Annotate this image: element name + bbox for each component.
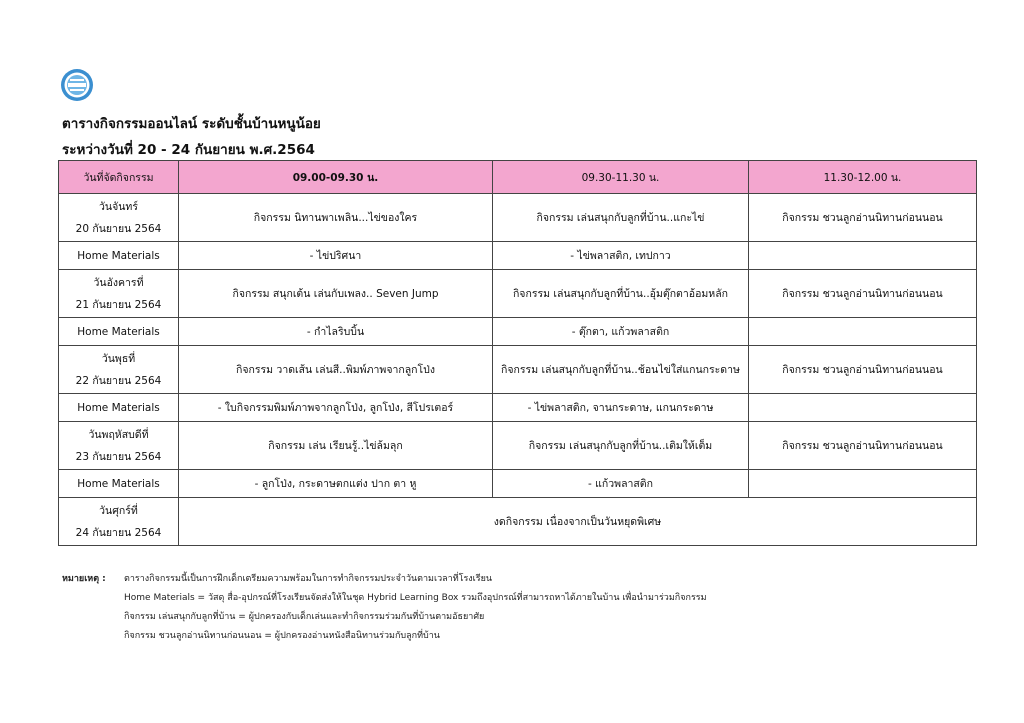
day-name: วันอังคารที่: [93, 276, 144, 289]
materials-cell: - ไข่พลาสติก, เทปกาว: [493, 242, 749, 270]
materials-row: [59, 470, 977, 498]
materials-cell: [749, 470, 977, 498]
table-header-row: [59, 161, 977, 194]
table-row: [59, 270, 977, 318]
note-text: ตารางกิจกรรมนี้เป็นการฝึกเด็กเตรียมความพร้อมในการทำกิจกรรมประจำวันตามเวลาที่โรงเรียน: [124, 573, 493, 584]
note-text: กิจกรรม ชวนลูกอ่านนิทานก่อนนอน = ผู้ปกครองอ่านหนังสือนิทานร่วมกับลูกที่บ้าน: [124, 630, 440, 641]
day-date: 22 กันยายน 2564: [75, 374, 162, 387]
page-title: ตารางกิจกรรมออนไลน์ ระดับชั้นบ้านหนูน้อย: [62, 116, 321, 132]
note-line: [62, 606, 707, 625]
note-text: Home Materials = วัสดุ สื่อ-อุปกรณ์ที่โรงเรียนจัดส่งให้ในชุด Hybrid Learning Box รวมถึงอุปกรณ์ที่สามารถหาได้ภายในบ้าน เพื่อนำมาร่วมกิจกรรม: [124, 592, 707, 603]
materials-cell: - ใบกิจกรรมพิมพ์ภาพจากลูกโป่ง, ลูกโป่ง, สีโปรเตอร์: [179, 394, 493, 422]
note-line: [62, 568, 707, 587]
school-seal-icon: [60, 68, 94, 102]
materials-label: Home Materials: [59, 394, 179, 422]
activity-cell: กิจกรรม ชวนลูกอ่านนิทานก่อนนอน: [749, 422, 977, 470]
page-subtitle: ระหว่างวันที่ 20 - 24 กันยายน พ.ศ.2564: [62, 142, 315, 158]
day-name: วันศุกร์ที่: [99, 504, 138, 517]
day-name: วันพุธที่: [101, 352, 136, 365]
activity-cell: กิจกรรม ชวนลูกอ่านนิทานก่อนนอน: [749, 346, 977, 394]
materials-label: Home Materials: [59, 470, 179, 498]
notes-section: [62, 568, 707, 644]
activity-cell: กิจกรรม นิทานพาเพลิน...ไข่ของใคร: [179, 194, 493, 242]
activity-cell: กิจกรรม ชวนลูกอ่านนิทานก่อนนอน: [749, 194, 977, 242]
header-slot2: 09.30-11.30 น.: [493, 161, 749, 194]
table-row: [59, 498, 977, 546]
activity-cell: กิจกรรม เล่น เรียนรู้..ไข่ล้มลุก: [179, 422, 493, 470]
header-slot3: 11.30-12.00 น.: [749, 161, 977, 194]
note-line: [62, 587, 707, 606]
activity-cell: กิจกรรม เล่นสนุกกับลูกที่บ้าน..เติมให้เต็ม: [493, 422, 749, 470]
materials-cell: - กำไลริบบิ้น: [179, 318, 493, 346]
table-row: [59, 422, 977, 470]
day-cell: [59, 194, 179, 242]
activity-cell: กิจกรรม เล่นสนุกกับลูกที่บ้าน..อุ้มตุ๊กตาอ้อมหลัก: [493, 270, 749, 318]
day-cell: [59, 346, 179, 394]
day-cell: [59, 270, 179, 318]
activity-cell: กิจกรรม ชวนลูกอ่านนิทานก่อนนอน: [749, 270, 977, 318]
materials-row: [59, 242, 977, 270]
table-row: [59, 346, 977, 394]
activity-cell: กิจกรรม เล่นสนุกกับลูกที่บ้าน..ช้อนไข่ใส่แกนกระดาษ: [493, 346, 749, 394]
materials-cell: - ลูกโป่ง, กระดาษตกแต่ง ปาก ตา หู: [179, 470, 493, 498]
materials-row: [59, 394, 977, 422]
materials-label: Home Materials: [59, 242, 179, 270]
table-row: [59, 194, 977, 242]
materials-cell: - แก้วพลาสติก: [493, 470, 749, 498]
materials-cell: - ตุ๊กตา, แก้วพลาสติก: [493, 318, 749, 346]
materials-row: [59, 318, 977, 346]
materials-cell: - ไข่พลาสติก, จานกระดาษ, แกนกระดาษ: [493, 394, 749, 422]
holiday-cell: งดกิจกรรม เนื่องจากเป็นวันหยุดพิเศษ: [179, 498, 977, 546]
materials-cell: - ไข่ปริศนา: [179, 242, 493, 270]
header-date: วันที่จัดกิจกรรม: [59, 161, 179, 194]
schedule-table: [58, 160, 977, 546]
day-date: 21 กันยายน 2564: [75, 298, 162, 311]
day-date: 23 กันยายน 2564: [75, 450, 162, 463]
activity-cell: กิจกรรม เล่นสนุกกับลูกที่บ้าน..แกะไข่: [493, 194, 749, 242]
activity-cell: กิจกรรม วาดเส้น เล่นสี..พิมพ์ภาพจากลูกโป่ง: [179, 346, 493, 394]
day-name: วันจันทร์: [99, 200, 138, 213]
day-name: วันพฤหัสบดีที่: [88, 428, 149, 441]
notes-label: หมายเหตุ :: [62, 573, 106, 584]
day-date: 20 กันยายน 2564: [75, 222, 162, 235]
day-cell: [59, 498, 179, 546]
note-text: กิจกรรม เล่นสนุกกับลูกที่บ้าน = ผู้ปกครองกับเด็กเล่นและทำกิจกรรมร่วมกันที่บ้านตามอัธยาศัย: [124, 611, 485, 622]
day-cell: [59, 422, 179, 470]
day-date: 24 กันยายน 2564: [75, 526, 162, 539]
note-line: [62, 625, 707, 644]
activity-cell: กิจกรรม สนุกเต้น เล่นกับเพลง.. Seven Jump: [179, 270, 493, 318]
materials-cell: [749, 318, 977, 346]
header-slot1: 09.00-09.30 น.: [179, 161, 493, 194]
materials-cell: [749, 394, 977, 422]
materials-cell: [749, 242, 977, 270]
materials-label: Home Materials: [59, 318, 179, 346]
